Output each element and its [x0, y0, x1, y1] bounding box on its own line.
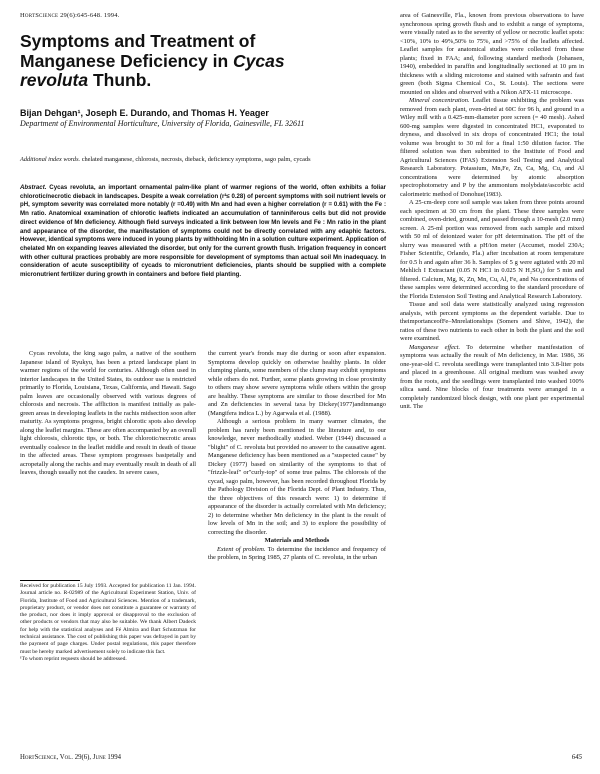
mineral-text: Leaflet tissue exhibiting the problem was removed from each plant, oven-dried at 60C for 96 h, and ground in a Wiley mill with a 0.425-mm-diameter pore screen (= 40 mesh). Ashed 600-mg samples were digested in concentrated HC1, evaporated to dryness, and dissolved in six drops of concentrated HC1; the total volume was brought to 30 ml for a final 1:50 dilution factor. The filtered solution was then submitted to the Institute of Food and Agricultural Sciences (IFAS) Extension Soil Testing and Analytical Research Laboratory. Potassium, Mn,Fe, Zn, Ca, Mg, Cu, and Al concentrations were determined by atomic absorption spectrophotometry and P by the ammonium molybdate/ascorbic acid calorimetric method of Donohue(1983).: [400, 97, 584, 198]
footnote-received: Received for publication 15 July 1993. Accepted for publication 11 Jan. 1994. Journal article no. R-02989 of the Agricultural Experiment Station, Univ. of Florida, Institute of Food and Agricultural Sciences. Mention of a trademark, proprietary product, or vendor does not constitute a guarantee or warranty of the product, nor does it imply approval or disapproval to the exclusion of other products or vendors that may also be suitable. We thank Albert Dadeck for help with the statistical analyses and Fé Almira and Bart Schutzman for technical assistance. The cost of publishing this paper was defrayed in part by the payment of page charges. Under postal regulations, this paper therefore must be hereby marked advertisement solely to indicate this fact.: [20, 583, 196, 655]
footnote-divider: [20, 580, 80, 581]
intro-paragraph-1: Cycas revoluta, the king sago palm, a native of the southern Japanese island of Ryukyu, has been a prized landscape plant in warmer regions of the world for centuries. Although often used in interior landscapes in the United States, its outdoor use is restricted primarily to Florida, Louisiana, Texas, California, and Hawaii. Sago palm leaves are occasionally observed with various degrees of chlorosis and necrosis. The affliction is manifest initially as pale-green areas in developing leaflets in the rachis midsection soon after maturity. As symptoms progress, bright chlorotic spots also develop along the leaflet margins. These are often accompanied by an overall light chlorosis, chlorotic tips, or both. The chlorotic/necrotic areas eventually coalesce in the leaflet middle and result in death of tissue in the affected areas. These symptom progresses basipetally and acropetally along the rachis and may eventually result in death of all leaves, though usually not the caudex. In severe cases,: [20, 350, 196, 476]
affiliation: Department of Environmental Horticulture, University of Florida, Gainesville, FL 32611: [20, 119, 305, 128]
manganese-paragraph: [400, 344, 584, 412]
mineral-paragraph: [400, 97, 584, 199]
footnote-reprint: ¹To whom reprint requests should be addressed.: [20, 655, 127, 662]
body-column-3: [400, 12, 584, 412]
page-number: 645: [571, 754, 582, 761]
running-head: HortScience 29(6):645-648. 1994.: [20, 12, 120, 19]
mineral-subhead: Mineral concentration.: [409, 97, 470, 104]
manganese-text: To determine whether manifestation of symptoms was actually the result of Mn deficiency, in Mar. 1986, 36 one-year-old C. revoluta seedlings were transplanted into 3.8-liter pots and placed in a greenhouse. All original medium was washed away from the roots, and the seedlings were transplanted into washed 100% silica sand. Nine blocks of four treatments were arranged in a completely randomized block design, with one plant per experimental unit. The: [400, 343, 585, 410]
title-species: revoluta: [20, 70, 89, 90]
title-main: Symptoms and Treatment of Manganese Deficiency in: [20, 31, 256, 71]
intro-paragraph-2: Although a serious problem in many warmer climates, the problem has rarely been mentioned in the literature and, to our knowledge, never methodically studied. Weber (1944) discussed a "blight" of C. revoluta but provided no answer to the causative agent. Manganese deficiency has been mentioned as a "suspected cause" by Dickey (1977) based on similarity of the symptoms to that of "frizzle-leaf" or"curly-top" of some true palms. The chlorosis of the cycad, sago palm, however, has been recorded throughout Florida by the Pathology Division of the Florida Dept. of Plant Industry. Thus, the three objectives of this research were: 1) to determine if appearance of the disorder is actually correlated with Mn deficiency; 2) to determine whether Mn deficiency in the plant is the result of low levels of Mn in the soil; and 3) to explore the possibility of correcting the disorder.: [208, 418, 386, 536]
abstract: [20, 184, 386, 280]
keywords-label: Additional index words.: [20, 156, 81, 163]
intro-paragraph-1-cont: the current year's fronds may die during or soon after expansion. Symptoms develop quickly on otherwise healthy plants. In older clumping plants, some members of the clump may exhibit symptoms while others do not. Further, some plants growing in close proximity to others may show severe symptoms while others within the group are healthy. These symptoms are similar to those described for Mn and Zn deficiencies in several taxa by Dickey(1977)andinmango (Mangifera indica L.) by Agarwala et al. (1988).: [208, 350, 386, 417]
extent-paragraph: [208, 546, 386, 563]
extent-text: To determine the incidence and frequency of the problem, in Spring 1985, 27 plants of C. revoluta, in the urban: [208, 545, 386, 561]
keywords: [20, 156, 320, 165]
title-genus: Cycas: [233, 50, 285, 71]
keywords-text: chelated manganese, chlorosis, necrosis, dieback, deficiency symptoms, sago palm, cycads: [81, 156, 311, 163]
body-column-2: [208, 350, 386, 563]
extent-paragraph-cont: area of Gainesville, Fla., known from previous observations to have synchronous spring growth flush and to exhibit a range of symptoms, were visually rated as to the severity of yellow or necrotic leaflet spots:<10%, 10% to 49%,50% to 75%, and >75% of the leaflets affected. Leaflet samples for anatomical studies were collected from these plants; fixed in FAA; and, following standard methods (Johansen, 1940), embedded in paraffin and longitudinally sectioned at 10 μm in thickness with a sliding microtome and stained with safranin and fast green (both Sigma Chemical Co., St. Louis). The sections were mounted on slides and observed with a Nikon AFX-11 microscope.: [400, 12, 584, 96]
section-heading-materials-methods: Materials and Methods: [264, 537, 330, 544]
soil-paragraph: A 25-cm-deep core soil sample was taken from three points around each specimen at 30 cm from the plant. These three samples were combined, oven-dried, ground, and passed through a 10-mesh (2.0 mm) screen. A 25-ml portion was removed from each sample and mixed with 50 ml of deionized water for pH determination. The pH of the slurry was measured with a pH/ion meter (Accumet, model 230A; Fisher Scientific, Orlando, Fla.) after incubation at room temperature for 0.5 h and again after 36 h. Samples of 5 g were agitated with 20 ml Mehlich I Extractant (0.05 N HC1 in 0.025 N H₂SO₄) for 5 min and filtered. Calcium, Mg, K, Zn, Mn, Cu, Al, Fe, and Na concentrations of these samples were determined according to the standard procedure of the Florida Extension Soil Testing and Analytical Research Laboratory.: [400, 199, 584, 300]
manganese-subhead: Manganese effect.: [409, 343, 461, 351]
footer-journal: HortScience, Vol. 29(6), June 1994: [20, 754, 122, 761]
extent-subhead: Extent of problem.: [217, 545, 266, 553]
author-list: Bijan Dehgan¹, Joseph E. Durando, and Thomas H. Yeager: [20, 108, 269, 118]
article-title: [20, 32, 320, 91]
title-authority: Thunb.: [88, 70, 152, 90]
footnotes: [20, 583, 196, 663]
abstract-text: Cycas revoluta, an important ornamental palm-like plant of warmer regions of the world, often exhibits a foliar chlorotic/necrotic dieback in landscapes. Despite a weak correlation (r²≤ 0.28) of percent symptoms with soil nutrient levels or pH, symptom severity was correlated more notably (r =0.49) with Mn and had even a higher correlation (r = 0.61) with the Fe : Mn ratio. Anatomical examination of chlorotic leaflets indicated an accumulation of tanniniferous cells but did not provide direct evidence of Mn deficiency. Although field surveys indicated a link between low Mn levels and Fe : Mn ratio in the plant and appearance of the disorder, the manifestation of symptoms could not be directly correlated with any edaphic factors. However, identical symptoms were induced in young plants by withholding Mn in a solution culture experiment. Application of chelated Mn on expanding leaves alleviated the disorder, but only for the current growth flush. Irrigation frequency in concert with other cultural practices probably are more responsible for development of symptoms than actual soil Mn inadequacy. In consideration of acute susceptibility of cycads to micronutrient deficiencies, plants should be supplied with a complete micronutrient fertilizer during growth in containers and before field planting.: [20, 184, 386, 279]
body-column-1: [20, 350, 196, 478]
abstract-label: Abstract.: [20, 184, 47, 191]
stats-paragraph: Tissue and soil data were statistically analyzed using regression analysis, with percent symptoms as the dependent variable. Due to theimportanceofFe–Mnrelationships (Somers and Shive, 1942), the ratios of these two nutrients to each other in both the plant and the soil were examined.: [400, 301, 584, 342]
